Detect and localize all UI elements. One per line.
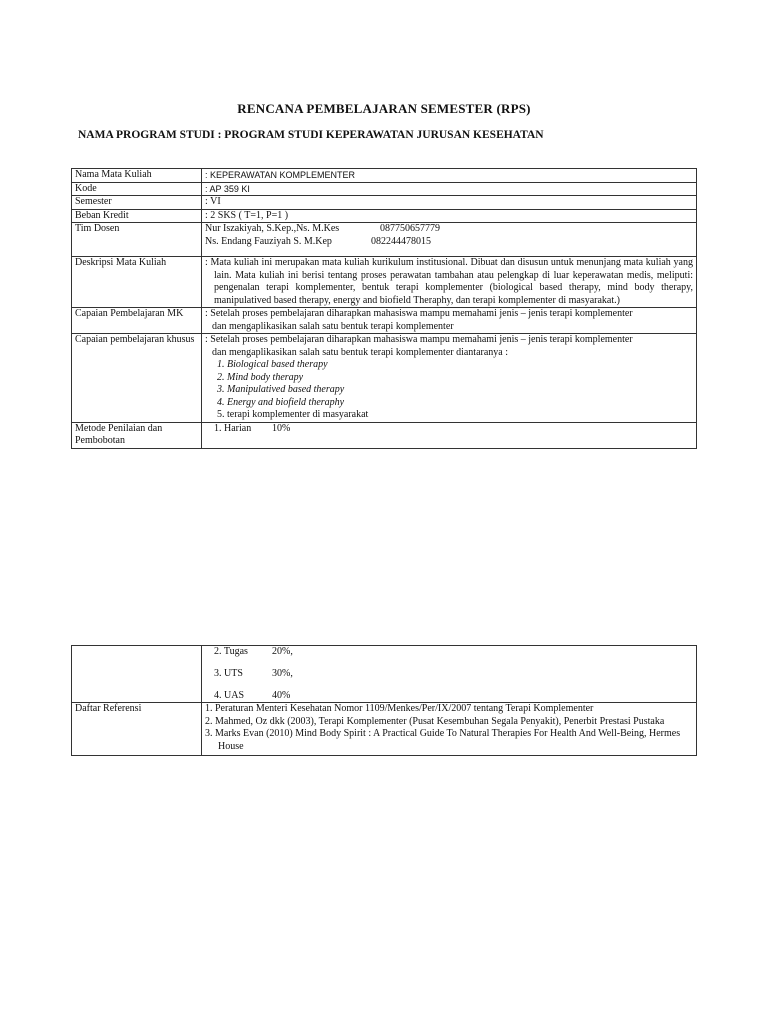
- reference-item: 1. Peraturan Menteri Kesehatan Nomor 1109/Menkes/Per/IX/2007 tentang Terapi Komplementer: [205, 703, 594, 714]
- table-row: [72, 182, 697, 196]
- table-row: [72, 308, 697, 334]
- row-label: Daftar Referensi: [72, 703, 202, 756]
- lecturer-team: [202, 223, 697, 257]
- list-item: 3. UTS 30%,: [214, 668, 293, 679]
- rps-table-page1: [71, 168, 697, 449]
- lecturer-phone: 087750657779: [380, 223, 440, 234]
- empty-cell: [72, 646, 202, 703]
- list-item: 2. Tugas 20%,: [214, 646, 293, 657]
- row-label: Semester: [72, 196, 202, 210]
- row-label: Kode: [72, 182, 202, 196]
- table-row: [72, 703, 697, 756]
- list-item: 4. Energy and biofield theraphy: [217, 396, 345, 408]
- list-item: 5. terapi komplementer di masyarakat: [217, 409, 369, 420]
- table-row: [72, 422, 697, 448]
- row-label: Nama Mata Kuliah: [72, 169, 202, 183]
- row-label: Beban Kredit: [72, 209, 202, 223]
- table-row: [72, 257, 697, 308]
- assessment-list-continued: [202, 646, 697, 703]
- reference-list: [202, 703, 697, 756]
- row-label: Deskripsi Mata Kuliah: [72, 257, 202, 308]
- lecturer-line: [205, 236, 693, 249]
- list-item: 3. Manipulatived based therapy: [217, 384, 345, 395]
- lecturer-line: [205, 223, 693, 236]
- semester-value: : VI: [202, 196, 697, 210]
- outcome-line: : Setelah proses pembelajaran diharapkan mahasiswa mampu memahami jenis – jenis terapi komplementer: [205, 334, 633, 345]
- table-row: [72, 646, 697, 703]
- outcome-line: : Setelah proses pembelajaran diharapkan mahasiswa mampu memahami jenis – jenis terapi komplementer: [205, 308, 633, 319]
- table-row: [72, 209, 697, 223]
- rps-table-page2: [71, 645, 697, 756]
- table-row: [72, 334, 697, 423]
- program-heading: NAMA PROGRAM STUDI : PROGRAM STUDI KEPERAWATAN JURUSAN KESEHATAN: [78, 129, 544, 141]
- assessment-list: [202, 422, 697, 448]
- list-item: 4. UAS 40%: [214, 690, 291, 701]
- reference-item: 2. Mahmed, Oz dkk (2003), Terapi Komplementer (Pusat Kesembuhan Segala Penyakit), Penerbit Prestasi Pustaka: [205, 715, 665, 727]
- list-item: 2. Mind body therapy: [217, 371, 304, 383]
- reference-item: 3. Marks Evan (2010) Mind Body Spirit : A Practical Guide To Natural Therapies For Health And Well-Being, Hermes House: [205, 728, 681, 752]
- row-label: Capaian pembelajaran khusus: [72, 334, 202, 423]
- table-row: [72, 169, 697, 183]
- row-label: Tim Dosen: [72, 223, 202, 257]
- credit-value: : 2 SKS ( T=1, P=1 ): [202, 209, 697, 223]
- outcome-line: dan mengaplikasikan salah satu bentuk terapi komplementer: [212, 320, 454, 332]
- table-row: [72, 223, 697, 257]
- course-description: : Mata kuliah ini merupakan mata kuliah kurikulum institusional. Dibuat dan disusun untuk menunjang mata kuliah yang lain. Mata kuliah ini berisi tentang proses perawatan tambahan atau pelengkap di luar keperawatan medis, meliputi: pengenalan terapi komplementer, bentuk terapi komplementer (biological based therapy, mind body therapy, manipulatived based therapy, energy and biofield Theraphy, dan terapi komplementer di masyarakat.): [202, 257, 697, 308]
- outcome-line: dan mengaplikasikan salah satu bentuk terapi komplementer diantaranya :: [212, 346, 509, 358]
- course-name-value: : KEPERAWATAN KOMPLEMENTER: [202, 169, 697, 183]
- learning-outcome-mk: [202, 308, 697, 334]
- document-title: RENCANA PEMBELAJARAN SEMESTER (RPS): [237, 101, 531, 116]
- lecturer-name: Ns. Endang Fauziyah S. M.Kep: [205, 235, 332, 247]
- row-label: Metode Penilaian dan Pembobotan: [72, 422, 202, 448]
- lecturer-phone: 082244478015: [371, 235, 431, 247]
- specific-outcome: [202, 334, 697, 423]
- row-label: Capaian Pembelajaran MK: [72, 308, 202, 334]
- course-code-value: : AP 359 KI: [202, 182, 697, 196]
- list-item: 1. Harian 10%: [214, 422, 291, 434]
- lecturer-name: Nur Iszakiyah, S.Kep.,Ns. M.Kes: [205, 223, 340, 234]
- list-item: 1. Biological based therapy: [217, 359, 328, 370]
- table-row: [72, 196, 697, 210]
